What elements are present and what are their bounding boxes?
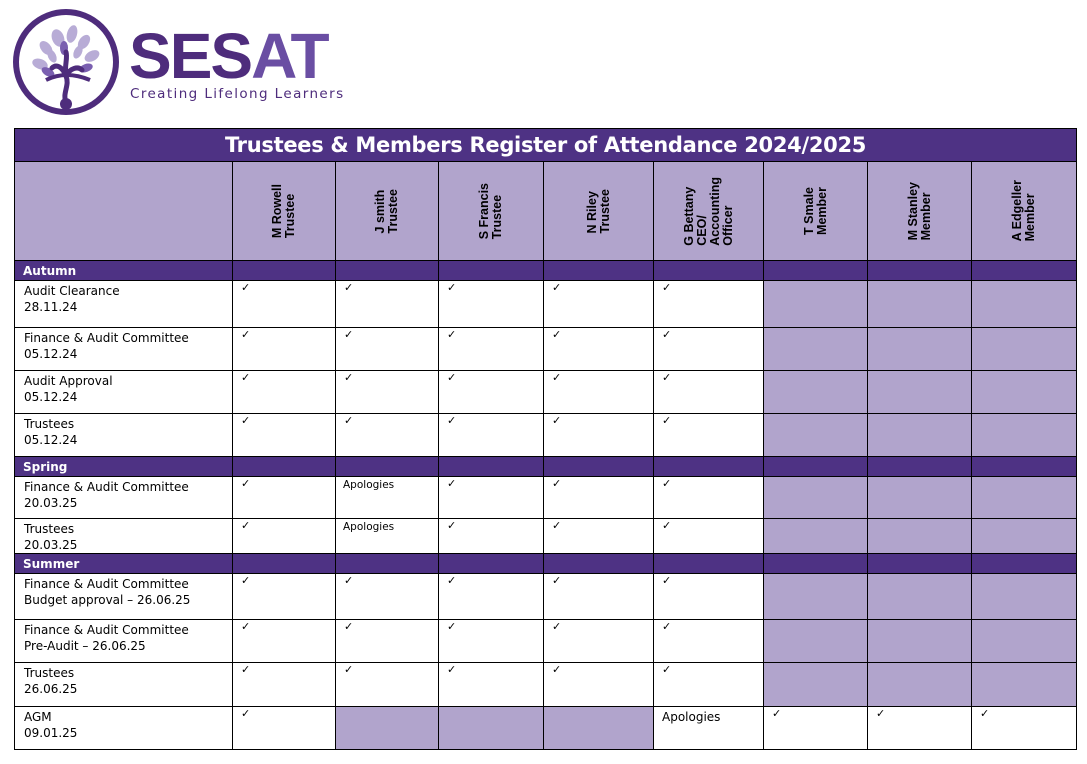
attended-check-icon: ✓ (241, 575, 251, 587)
attendance-cell (654, 371, 764, 414)
attendance-cell (233, 281, 336, 328)
attended-check-icon: ✓ (447, 575, 457, 587)
meeting-date: Pre-Audit – 26.06.25 (24, 639, 146, 653)
season-cell (868, 457, 972, 477)
attendance-cell (972, 328, 1077, 371)
attendance-cell (233, 663, 336, 707)
meeting-date: 26.06.25 (24, 682, 78, 696)
attended-check-icon: ✓ (241, 329, 251, 341)
attended-check-icon: ✓ (552, 282, 562, 294)
attended-check-icon: ✓ (662, 575, 672, 587)
attendance-cell (544, 620, 654, 663)
attended-check-icon: ✓ (447, 282, 457, 294)
attendance-cell (439, 328, 544, 371)
attendance-cell (972, 663, 1077, 707)
season-cell (336, 457, 439, 477)
attendance-cell (544, 371, 654, 414)
column-header (972, 162, 1077, 261)
column-header-label: J smith Trustee (373, 188, 400, 234)
attendance-cell (544, 414, 654, 457)
attended-check-icon: ✓ (552, 372, 562, 384)
attendance-cell (336, 371, 439, 414)
meeting-name: Finance & Audit Committee (24, 331, 189, 345)
season-row (15, 261, 1077, 281)
tree-emblem-icon (12, 8, 120, 116)
attendance-cell (654, 477, 764, 519)
meeting-row (15, 477, 1077, 519)
attendance-cell (972, 371, 1077, 414)
attended-check-icon: ✓ (241, 621, 251, 633)
attended-check-icon: ✓ (344, 329, 354, 341)
attendance-cell (336, 281, 439, 328)
attendance-cell (868, 281, 972, 328)
season-cell (233, 554, 336, 574)
attendance-cell (764, 574, 868, 620)
attendance-cell (233, 371, 336, 414)
attended-check-icon: ✓ (662, 415, 672, 427)
attendance-cell (544, 574, 654, 620)
attendance-cell (764, 371, 868, 414)
attended-check-icon: ✓ (344, 664, 354, 676)
attendance-cell (654, 281, 764, 328)
attended-check-icon: ✓ (344, 621, 354, 633)
attended-check-icon: ✓ (447, 520, 457, 532)
attended-check-icon: ✓ (344, 372, 354, 384)
attendance-cell (336, 707, 439, 750)
meeting-name-cell (15, 519, 233, 554)
meeting-row (15, 663, 1077, 707)
attendance-cell (972, 707, 1077, 750)
attendance-cell (868, 414, 972, 457)
season-cell (654, 457, 764, 477)
season-label: Summer (15, 554, 233, 574)
attended-check-icon: ✓ (662, 621, 672, 633)
season-label: Autumn (15, 261, 233, 281)
season-cell (868, 554, 972, 574)
attendance-cell (654, 663, 764, 707)
attendance-cell (336, 414, 439, 457)
attendance-cell (544, 328, 654, 371)
meeting-date: 05.12.24 (24, 433, 78, 447)
attendance-cell (868, 477, 972, 519)
attended-check-icon: ✓ (552, 329, 562, 341)
meeting-date: 28.11.24 (24, 300, 78, 314)
attendance-cell (764, 281, 868, 328)
meeting-date: Budget approval – 26.06.25 (24, 593, 191, 607)
attendance-cell (233, 574, 336, 620)
attendance-cell (544, 663, 654, 707)
attendance-cell (439, 519, 544, 554)
attended-check-icon: ✓ (241, 478, 251, 490)
attendance-cell (764, 620, 868, 663)
meeting-row (15, 414, 1077, 457)
attendance-cell (544, 281, 654, 328)
attended-check-icon: ✓ (241, 415, 251, 427)
attendance-cell (439, 281, 544, 328)
sesat-logo (12, 8, 362, 120)
season-cell (439, 457, 544, 477)
meeting-name-cell (15, 477, 233, 519)
season-cell (544, 554, 654, 574)
attendance-cell (868, 707, 972, 750)
attendance-cell (233, 519, 336, 554)
attendance-cell (972, 281, 1077, 328)
meeting-name-cell (15, 663, 233, 707)
attendance-cell (439, 620, 544, 663)
season-cell (764, 261, 868, 281)
attendance-cell (439, 414, 544, 457)
meeting-row (15, 371, 1077, 414)
column-header (544, 162, 654, 261)
column-header-label: N Riley Trustee (584, 188, 612, 234)
season-cell (868, 261, 972, 281)
attendance-cell (439, 707, 544, 750)
attended-check-icon: ✓ (662, 664, 672, 676)
header-blank-cell (15, 162, 233, 261)
brand-name (129, 16, 328, 96)
attended-check-icon: ✓ (241, 372, 251, 384)
attended-check-icon: ✓ (876, 708, 886, 720)
attendance-cell (336, 519, 439, 554)
brand-at: AT (251, 20, 328, 92)
attended-check-icon: ✓ (447, 478, 457, 490)
attendance-cell (764, 477, 868, 519)
attendance-cell (764, 663, 868, 707)
meeting-row (15, 328, 1077, 371)
attendance-cell (233, 328, 336, 371)
attendance-register-table (14, 128, 1077, 750)
column-header (764, 162, 868, 261)
attendance-cell (764, 414, 868, 457)
attended-check-icon: ✓ (241, 664, 251, 676)
attended-check-icon: ✓ (344, 575, 354, 587)
attended-check-icon: ✓ (662, 520, 672, 532)
attended-check-icon: ✓ (447, 372, 457, 384)
meeting-name-cell (15, 371, 233, 414)
attendance-cell (868, 620, 972, 663)
season-cell (764, 457, 868, 477)
attendance-cell (233, 414, 336, 457)
apologies-label: Apologies (343, 521, 395, 533)
season-cell (654, 554, 764, 574)
season-row (15, 554, 1077, 574)
season-cell (972, 261, 1077, 281)
season-cell (233, 261, 336, 281)
attended-check-icon: ✓ (662, 282, 672, 294)
column-header (439, 162, 544, 261)
meeting-row (15, 519, 1077, 554)
attendance-cell (654, 328, 764, 371)
attended-check-icon: ✓ (552, 478, 562, 490)
column-header (868, 162, 972, 261)
season-cell (972, 554, 1077, 574)
season-cell (336, 554, 439, 574)
meeting-row (15, 574, 1077, 620)
meeting-name: Trustees (24, 522, 75, 536)
attendance-cell (868, 371, 972, 414)
season-label: Spring (15, 457, 233, 477)
attendance-cell (972, 519, 1077, 554)
attended-check-icon: ✓ (447, 329, 457, 341)
attended-check-icon: ✓ (662, 372, 672, 384)
meeting-date: 20.03.25 (24, 496, 78, 510)
meeting-row (15, 281, 1077, 328)
attended-check-icon: ✓ (241, 708, 251, 720)
attendance-cell (439, 477, 544, 519)
attendance-cell (336, 574, 439, 620)
season-cell (233, 457, 336, 477)
attended-check-icon: ✓ (344, 282, 354, 294)
attendance-cell (336, 663, 439, 707)
attendance-cell (764, 328, 868, 371)
apologies-label: Apologies (662, 710, 721, 724)
meeting-row (15, 620, 1077, 663)
attendance-cell (654, 707, 764, 750)
attended-check-icon: ✓ (552, 575, 562, 587)
meeting-date: 05.12.24 (24, 347, 78, 361)
season-cell (336, 261, 439, 281)
attendance-cell (439, 663, 544, 707)
column-header-label: G Bettany CEO/ Accounting Officer (681, 176, 735, 246)
attendance-cell (544, 707, 654, 750)
column-header (233, 162, 336, 261)
brand-tagline: Creating Lifelong Learners (130, 86, 345, 102)
column-header-label: M Stanley Member (905, 181, 933, 241)
attendance-cell (233, 707, 336, 750)
attended-check-icon: ✓ (447, 415, 457, 427)
season-cell (544, 457, 654, 477)
column-header (654, 162, 764, 261)
attended-check-icon: ✓ (552, 664, 562, 676)
attended-check-icon: ✓ (552, 520, 562, 532)
attendance-cell (336, 328, 439, 371)
column-header-label: T Smale Member (801, 187, 829, 235)
attendance-cell (972, 574, 1077, 620)
meeting-name: Audit Clearance (24, 284, 120, 298)
meeting-name: Audit Approval (24, 374, 113, 388)
season-cell (439, 261, 544, 281)
column-header-label: M Rowell Trustee (270, 183, 297, 239)
attendance-cell (544, 519, 654, 554)
attendance-cell (868, 574, 972, 620)
attendance-cell (654, 414, 764, 457)
meeting-name-cell (15, 707, 233, 750)
season-cell (544, 261, 654, 281)
attendance-cell (972, 414, 1077, 457)
meeting-name: Trustees (24, 666, 75, 680)
attendance-cell (336, 620, 439, 663)
attendance-cell (868, 663, 972, 707)
meeting-name-cell (15, 328, 233, 371)
season-cell (654, 261, 764, 281)
attendance-cell (972, 620, 1077, 663)
attended-check-icon: ✓ (447, 621, 457, 633)
meeting-row (15, 707, 1077, 750)
attendance-cell (654, 519, 764, 554)
attended-check-icon: ✓ (241, 520, 251, 532)
register-title: Trustees & Members Register of Attendance 2024/2025 (15, 129, 1077, 162)
meeting-name-cell (15, 414, 233, 457)
attendance-cell (439, 371, 544, 414)
attendance-cell (233, 620, 336, 663)
attended-check-icon: ✓ (980, 708, 990, 720)
attendance-cell (439, 574, 544, 620)
brand-ses: SES (129, 20, 252, 92)
attendance-cell (544, 477, 654, 519)
season-cell (972, 457, 1077, 477)
attended-check-icon: ✓ (552, 621, 562, 633)
meeting-date: 20.03.25 (24, 538, 78, 552)
meeting-name: Finance & Audit Committee (24, 623, 189, 637)
meeting-name-cell (15, 574, 233, 620)
attended-check-icon: ✓ (241, 282, 251, 294)
column-header-label: A Edgeller Member (1010, 180, 1038, 242)
season-cell (764, 554, 868, 574)
season-row (15, 457, 1077, 477)
meeting-name: AGM (24, 710, 52, 724)
meeting-date: 05.12.24 (24, 390, 78, 404)
meeting-name: Finance & Audit Committee (24, 480, 189, 494)
attended-check-icon: ✓ (772, 708, 782, 720)
meeting-name: Trustees (24, 417, 75, 431)
attendance-cell (654, 574, 764, 620)
attendance-cell (233, 477, 336, 519)
attended-check-icon: ✓ (662, 478, 672, 490)
season-cell (439, 554, 544, 574)
attendance-cell (972, 477, 1077, 519)
attendance-cell (654, 620, 764, 663)
attendance-cell (764, 519, 868, 554)
column-header-label: S Francis Trustee (477, 182, 504, 240)
attended-check-icon: ✓ (552, 415, 562, 427)
meeting-name-cell (15, 620, 233, 663)
attendance-cell (868, 519, 972, 554)
attendance-cell (336, 477, 439, 519)
column-header (336, 162, 439, 261)
attendance-cell (868, 328, 972, 371)
attended-check-icon: ✓ (344, 415, 354, 427)
attended-check-icon: ✓ (662, 329, 672, 341)
attended-check-icon: ✓ (447, 664, 457, 676)
meeting-name: Finance & Audit Committee (24, 577, 189, 591)
attendance-cell (764, 707, 868, 750)
apologies-label: Apologies (343, 479, 395, 491)
meeting-date: 09.01.25 (24, 726, 78, 740)
meeting-name-cell (15, 281, 233, 328)
